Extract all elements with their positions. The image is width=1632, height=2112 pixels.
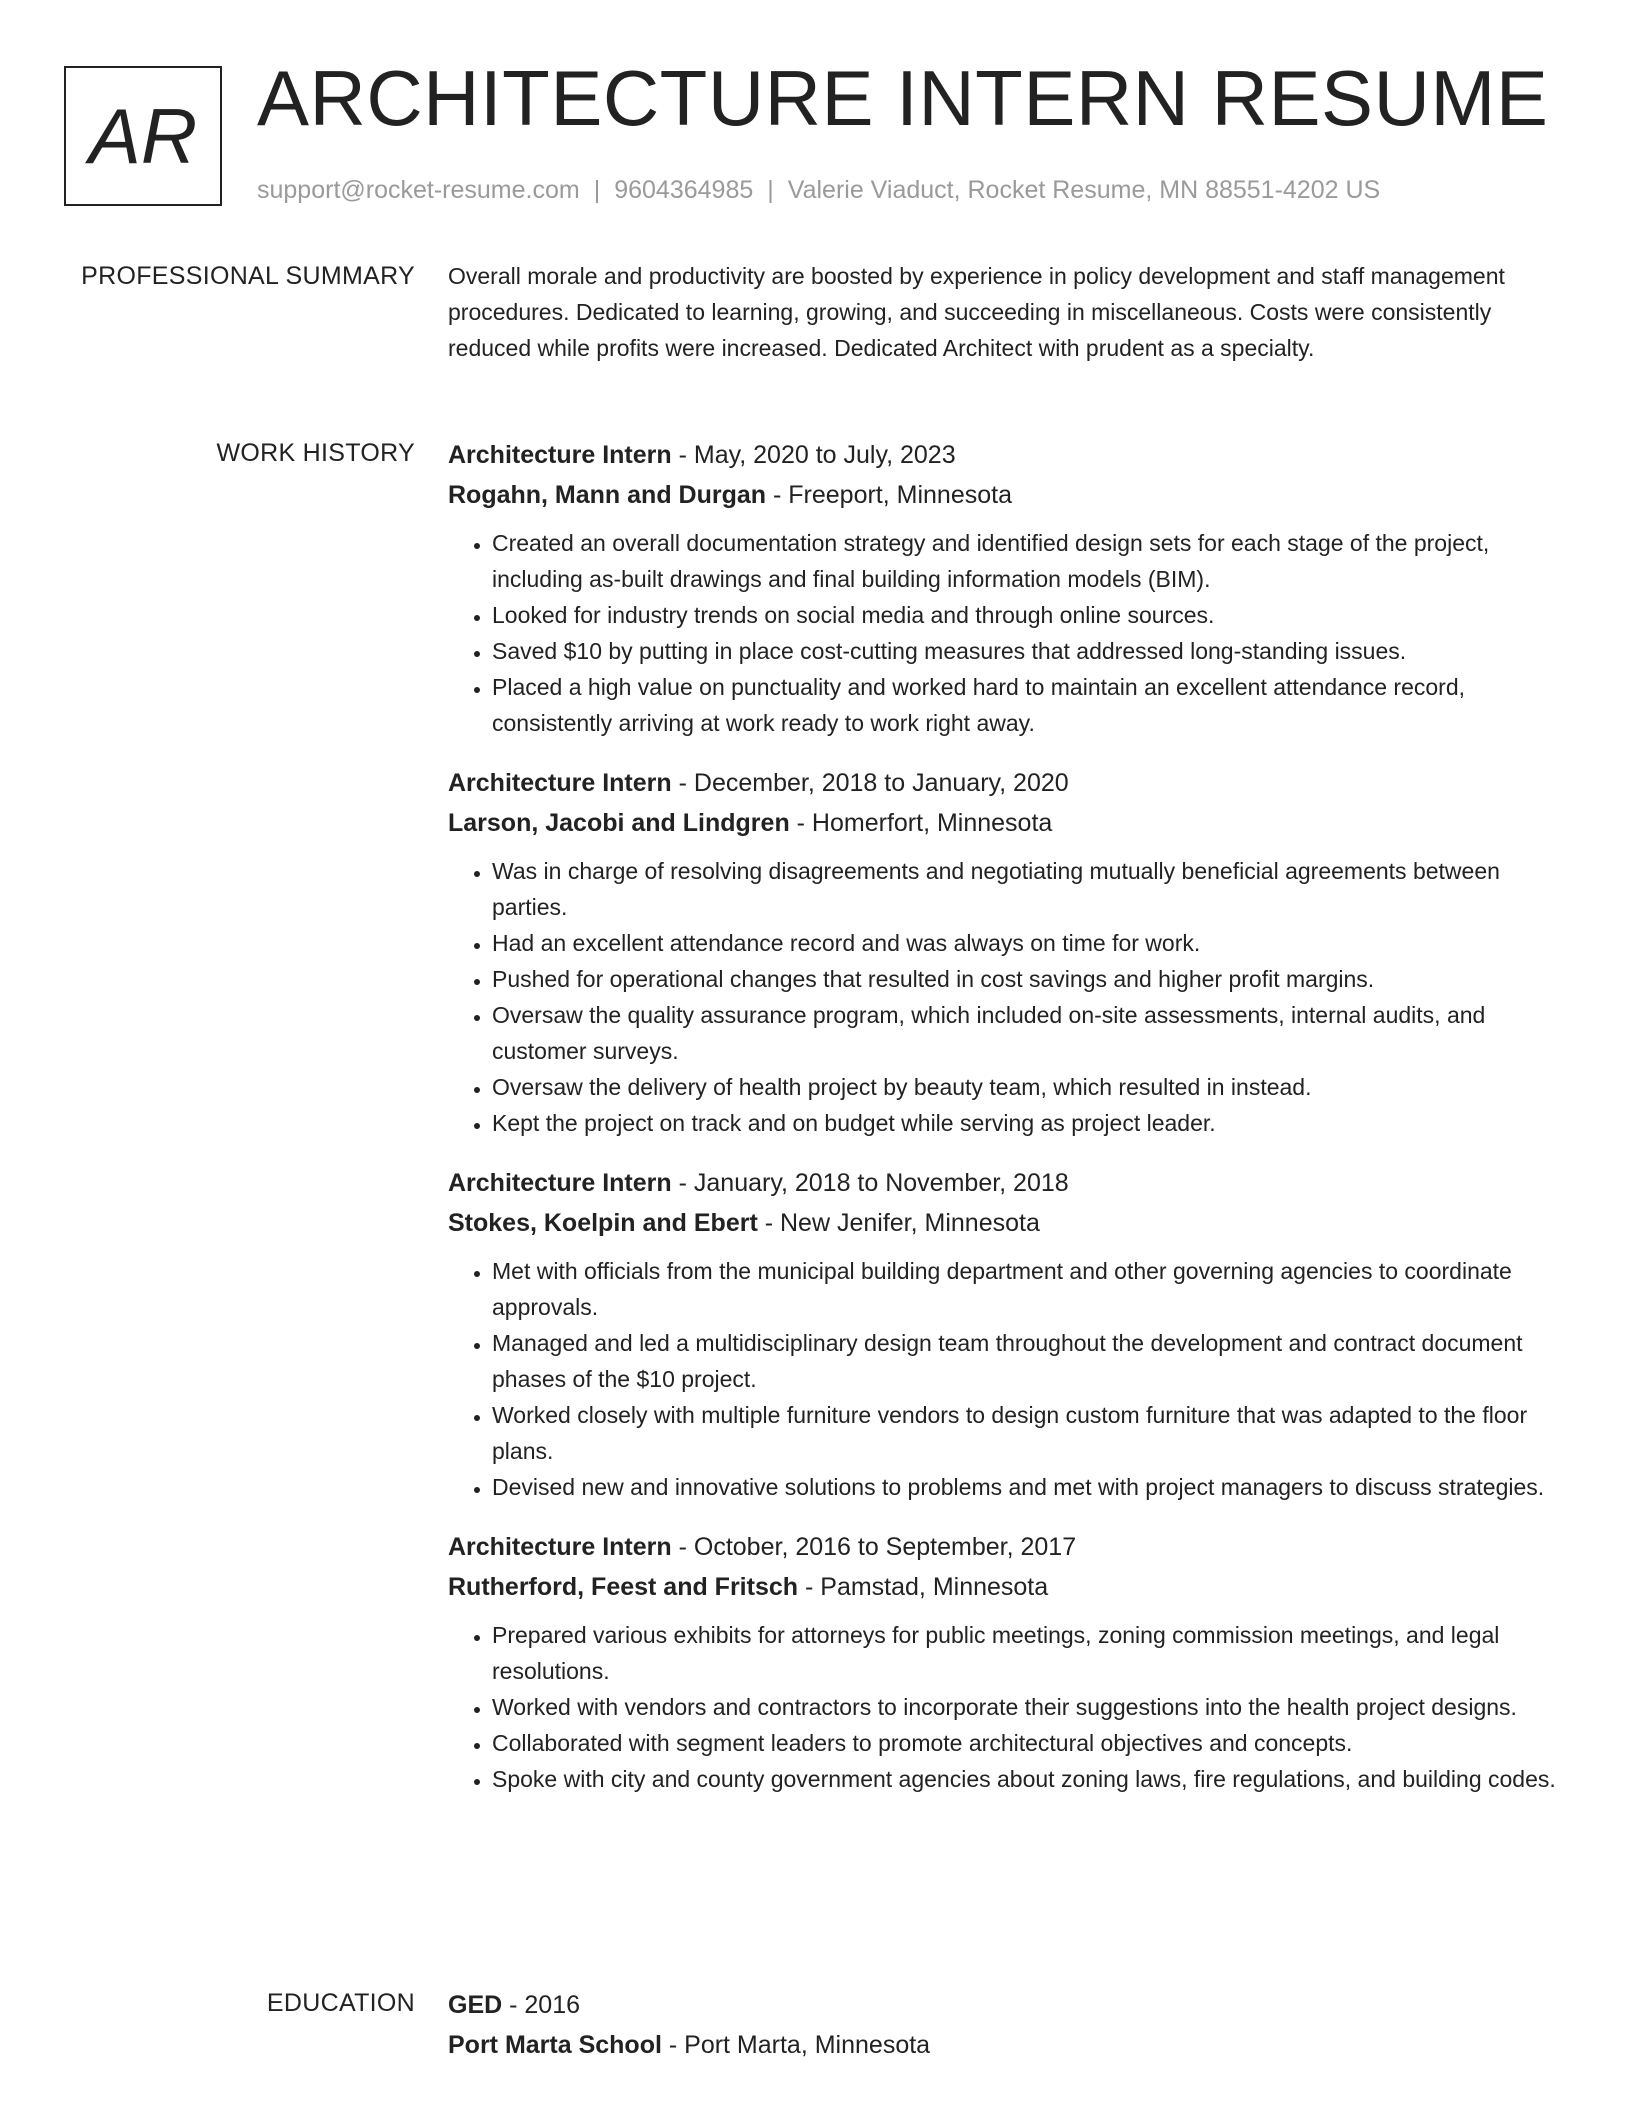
job-company: Rutherford, Feest and Fritsch (448, 1573, 799, 1601)
job-dates: - January, 2018 to November, 2018 (671, 1169, 1069, 1197)
contact-phone: 9604364985 (614, 176, 754, 204)
job-company: Larson, Jacobi and Lindgren (448, 809, 790, 837)
job-duty: • Placed a high value on punctuality and worked hard to maintain an excellent attendance record, consistently arriving at work ready to work right away. (492, 669, 1570, 741)
job-location: - Pamstad, Minnesota (798, 1573, 1049, 1601)
job-dates: - December, 2018 to January, 2020 (671, 769, 1069, 797)
education-location: - Port Marta, Minnesota (661, 2031, 931, 2059)
job-dates: - October, 2016 to September, 2017 (671, 1533, 1077, 1561)
job-title: Architecture Intern (448, 1533, 672, 1561)
education-year: - 2016 (502, 1991, 581, 2019)
job-duty: • Saved $10 by putting in place cost-cutting measures that addressed long-standing issues. (492, 633, 1570, 669)
job-location: - Freeport, Minnesota (766, 481, 1012, 509)
job-title-line (448, 1527, 1570, 1567)
job-duty: • Oversaw the delivery of health project by beauty team, which resulted in instead. (492, 1069, 1570, 1105)
job-duty: • Devised new and innovative solutions to problems and met with project managers to discuss strategies. (492, 1469, 1570, 1505)
job-entry (448, 763, 1570, 1141)
work-history-list (448, 435, 1570, 1819)
job-duty: • Pushed for operational changes that resulted in cost savings and higher profit margins. (492, 961, 1570, 997)
job-title: Architecture Intern (448, 769, 672, 797)
contact-email: support@rocket-resume.com (257, 176, 580, 204)
job-duty: • Created an overall documentation strategy and identified design sets for each stage of the project, including as-built drawings and final building information models (BIM). (492, 525, 1570, 597)
education-degree-line (448, 1985, 1570, 2025)
job-title: Architecture Intern (448, 1169, 672, 1197)
education-school: Port Marta School (448, 2031, 662, 2059)
job-duties (448, 1253, 1570, 1505)
summary-text: Overall morale and productivity are boosted by experience in policy development and staff management procedures. Dedicated to learning, growing, and succeeding in miscellaneous. Costs were consistently reduced while profits were increased. Dedicated Architect with prudent as a specialty. (448, 263, 1505, 361)
job-duty: • Spoke with city and county government agencies about zoning laws, fire regulations, and building codes. (492, 1761, 1570, 1797)
job-duty: • Worked closely with multiple furniture vendors to design custom furniture that was adapted to the floor plans. (492, 1397, 1570, 1469)
job-company: Rogahn, Mann and Durgan (448, 481, 767, 509)
education-school-line (448, 2025, 1570, 2065)
page-title: ARCHITECTURE INTERN RESUME (257, 54, 1549, 142)
job-location: - Homerfort, Minnesota (789, 809, 1053, 837)
job-company: Stokes, Koelpin and Ebert (448, 1209, 758, 1237)
job-duty: • Managed and led a multidisciplinary design team throughout the development and contract document phases of the $10 project. (492, 1325, 1570, 1397)
job-duty: • Collaborated with segment leaders to promote architectural objectives and concepts. (492, 1725, 1570, 1761)
job-title-line (448, 763, 1570, 803)
job-location: - New Jenifer, Minnesota (757, 1209, 1040, 1237)
job-duties (448, 1617, 1570, 1797)
job-entry (448, 435, 1570, 741)
job-company-line (448, 1567, 1570, 1607)
job-duties (448, 525, 1570, 741)
job-duty: • Oversaw the quality assurance program, which included on-site assessments, internal audits, and customer surveys. (492, 997, 1570, 1069)
contact-line (257, 174, 1380, 206)
section-label: PROFESSIONAL SUMMARY (81, 262, 415, 290)
job-duty: • Met with officials from the municipal building department and other governing agencies to coordinate approvals. (492, 1253, 1570, 1325)
job-dates: - May, 2020 to July, 2023 (671, 441, 956, 469)
job-company-line (448, 803, 1570, 843)
job-title-line (448, 435, 1570, 475)
job-company-line (448, 1203, 1570, 1243)
job-company-line (448, 475, 1570, 515)
job-duty: • Worked with vendors and contractors to incorporate their suggestions into the health project designs. (492, 1689, 1570, 1725)
job-duty: • Prepared various exhibits for attorneys for public meetings, zoning commission meetings, and legal resolutions. (492, 1617, 1570, 1689)
job-duty: • Looked for industry trends on social media and through online sources. (492, 597, 1570, 633)
contact-address: Valerie Viaduct, Rocket Resume, MN 88551-4202 US (787, 176, 1381, 204)
job-duties (448, 853, 1570, 1141)
section-label: EDUCATION (266, 1989, 415, 2017)
job-duty: • Had an excellent attendance record and was always on time for work. (492, 925, 1570, 961)
education-degree: GED (448, 1991, 503, 2019)
section-label: WORK HISTORY (216, 439, 415, 467)
contact-separator: | (767, 176, 774, 204)
contact-separator: | (593, 176, 601, 204)
monogram: AR (64, 66, 222, 206)
job-entry (448, 1527, 1570, 1797)
job-title: Architecture Intern (448, 441, 672, 469)
job-entry (448, 1163, 1570, 1505)
job-duty: • Kept the project on track and on budget while serving as project leader. (492, 1105, 1570, 1141)
job-duty: • Was in charge of resolving disagreements and negotiating mutually beneficial agreements between parties. (492, 853, 1570, 925)
job-title-line (448, 1163, 1570, 1203)
